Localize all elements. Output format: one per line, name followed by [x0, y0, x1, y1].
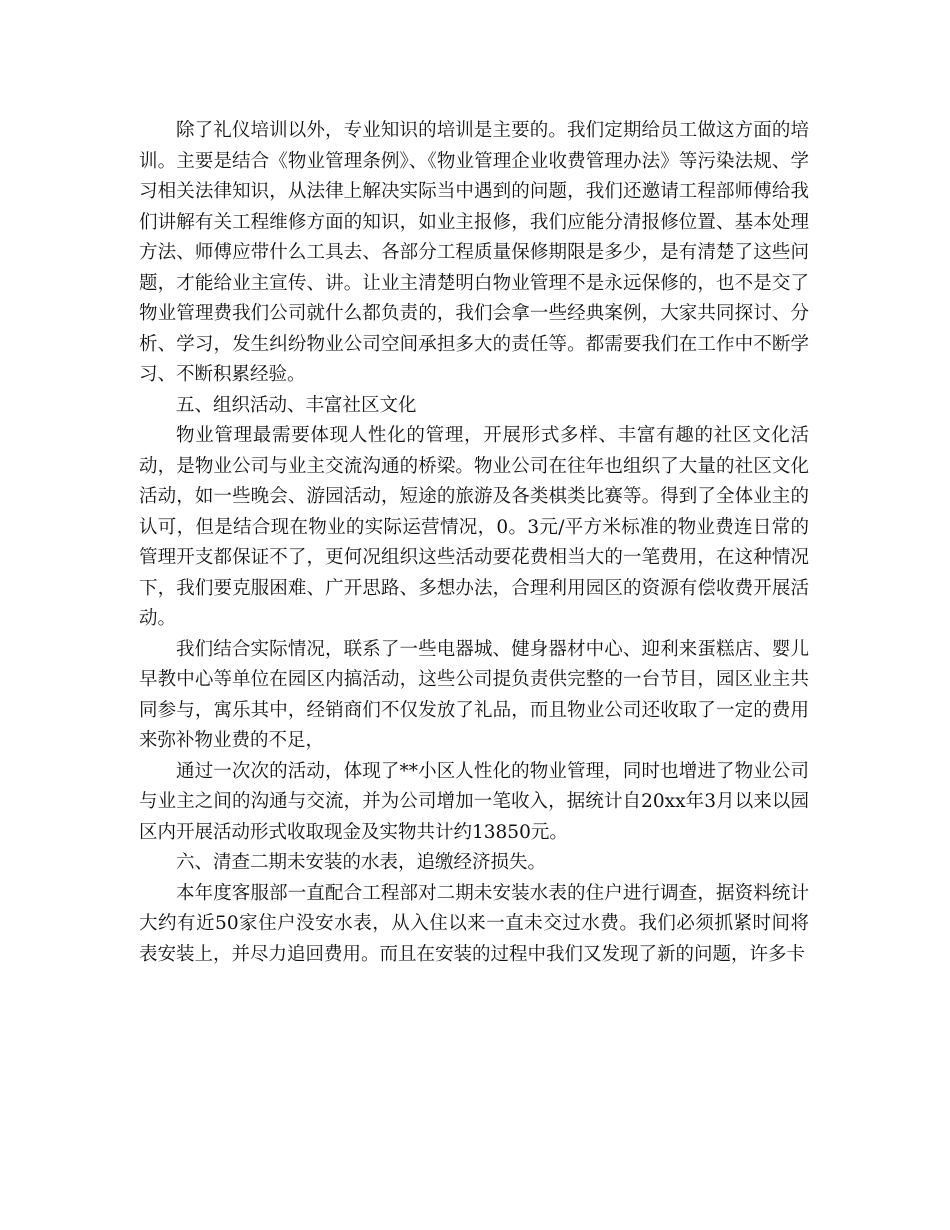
paragraph-water-meters: 本年度客服部一直配合工程部对二期未安装水表的住户进行调查，据资料统计大约有近50家住户没安水表，从入住以来一直未交过水费。我们必须抓紧时间将表安装上，并尽力追回费用。而且在安装的过程中我们又发现了新的问题，许多卡	[139, 882, 809, 965]
section-heading-six: 六、清查二期未安装的水表，追缴经济损失。	[176, 852, 547, 873]
paragraph-activities-income: 通过一次次的活动，体现了**小区人性化的物业管理，同时也增进了物业公司与业主之间的沟通与交流，并为公司增加一笔收入，据统计自20xx年3月以来以园区内开展活动形式收取现金及实物共计约13850元。	[139, 760, 809, 843]
paragraph-partners: 我们结合实际情况，联系了一些电器城、健身器材中心、迎利来蛋糕店、婴儿早教中心等单位在园区内搞活动，这些公司提负责供完整的一台节目，园区业主共同参与，寓乐其中，经销商们不仅发放了礼品，而且物业公司还收取了一定的费用来弥补物业费的不足，	[139, 638, 809, 751]
document-body	[139, 116, 809, 970]
paragraph-training: 除了礼仪培训以外，专业知识的培训是主要的。我们定期给员工做这方面的培训。主要是结合《物业管理条例》、《物业管理企业收费管理办法》等污染法规、学习相关法律知识，从法律上解决实际当中遇到的问题，我们还邀请工程部师傅给我们讲解有关工程维修方面的知识，如业主报修，我们应能分清报修位置、基本处理方法、师傅应带什么工具去、各部分工程质量保修期限是多少，是有清楚了这些问题，才能给业主宣传、讲。让业主清楚明白物业管理不是永远保修的，也不是交了物业管理费我们公司就什么都负责的，我们会拿一些经典案例，大家共同探讨、分析、学习，发生纠纷物业公司空间承担多大的责任等。都需要我们在工作中不断学习、不断积累经验。	[139, 120, 809, 385]
section-heading-five: 五、组织活动、丰富社区文化	[176, 394, 417, 416]
paragraph-community-culture: 物业管理最需要体现人性化的管理，开展形式多样、丰富有趣的社区文化活动，是物业公司与业主交流沟通的桥梁。物业公司在往年也组织了大量的社区文化活动，如一些晚会、游园活动，短途的旅游及各类棋类比赛等。得到了全体业主的认可，但是结合现在物业的实际运营情况，0。3元/平方米标准的物业费连日常的管理开支都保证不了，更何况组织这些活动要花费相当大的一笔费用，在这种情况下，我们要克服困难、广开思路、多想办法，合理利用园区的资源有偿收费开展活动。	[139, 425, 809, 629]
